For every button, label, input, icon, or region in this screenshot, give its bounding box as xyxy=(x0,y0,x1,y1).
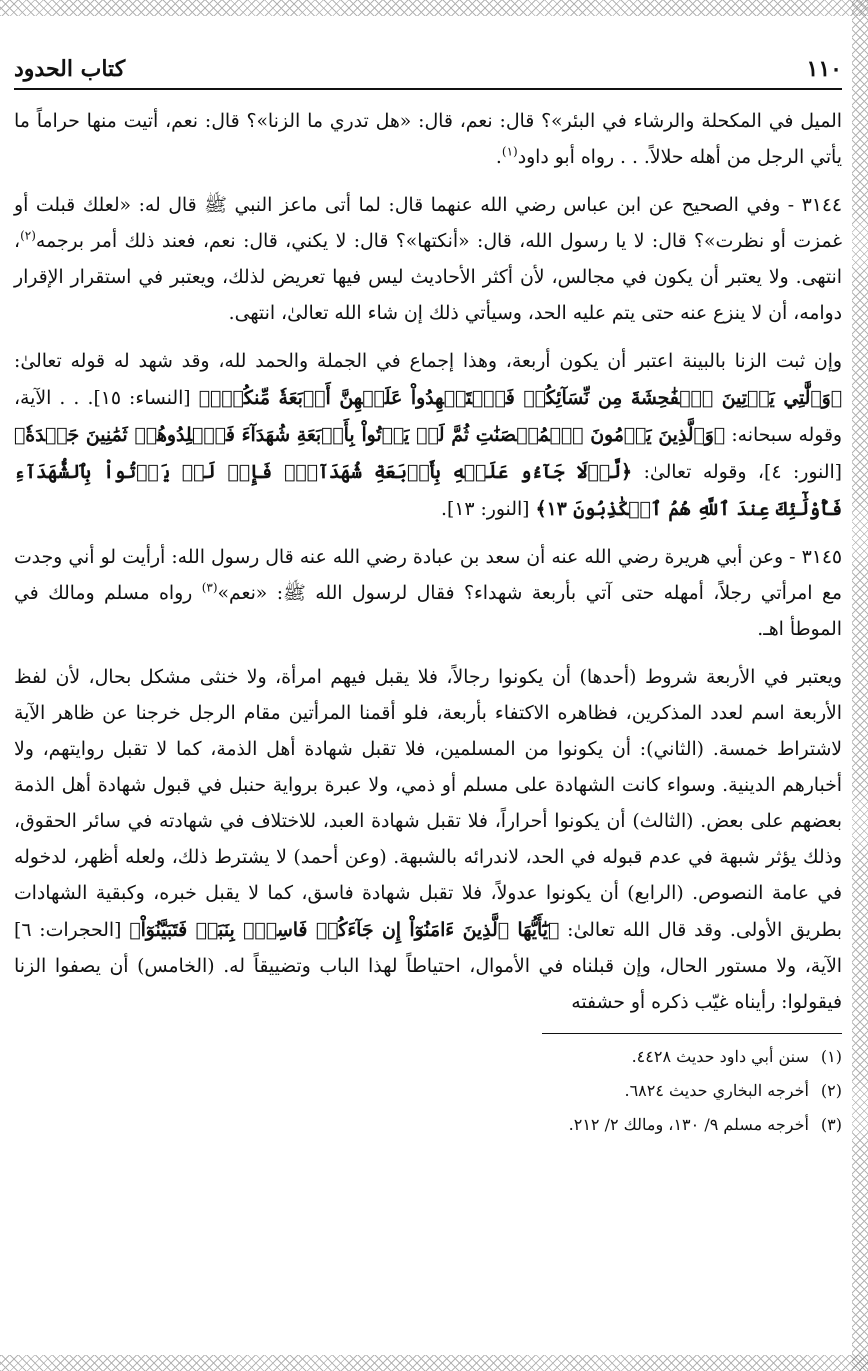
paragraph-2-text: ٣١٤٤ - وفي الصحيح عن ابن عباس رضي الله عنهما قال: لما أتى ماعز النبي ﷺ قال له: «لعلك قبلت أو غمزت أو نظرت»؟ قال: لا يا رسول الله، قال: «أنكتها»؟ قال: لا يكني، قال: نعم، فعند ذلك أمر برجمه xyxy=(14,195,842,252)
paragraph-conditions xyxy=(14,660,842,1021)
quran-verse-hujurat-6: ﴿يَٰٓأَيُّهَا ٱلَّذِينَ ءَامَنُوٓاْ إِن جَآءَكُمۡ فَاسِقُۢ بِنَبَإٖ فَتَبَيَّنُوٓاْ﴾ xyxy=(129,919,560,941)
footnote-item xyxy=(14,1040,842,1074)
running-head xyxy=(14,54,842,90)
footnote-number: (٣) xyxy=(820,1115,842,1134)
footnote-separator xyxy=(542,1033,842,1034)
paragraph-1-text: الميل في المكحلة والرشاء في البئر»؟ قال: نعم، قال: «هل تدري ما الزنا»؟ قال: نعم، أتيت منها حراماً ما يأتي الرجل من أهله حلالاً. . . رواه أبو داود xyxy=(14,111,842,168)
paragraph-1 xyxy=(14,104,842,176)
quran-verse-nur-4: ﴿وَٱلَّذِينَ يَرۡمُونَ ٱلۡمُحۡصَنَٰتِ ثُمَّ لَمۡ يَأۡتُواْ بِأَرۡبَعَةِ شُهَدَآءَ فَٱجۡلِدُوهُمۡ ثَمَٰنِينَ جَلۡدَةٗ﴾ xyxy=(14,424,726,446)
paragraph-3-text-b: [النساء: ١٥]. . . الآية، وقوله سبحانه: xyxy=(14,388,842,446)
paragraph-witnesses xyxy=(14,344,842,528)
paragraph-hadith-3145 xyxy=(14,540,842,648)
footnote-text: أخرجه مسلم ٩/ ١٣٠، ومالك ٢/ ٢١٢. xyxy=(568,1115,809,1134)
footnote-ref-3: (٣) xyxy=(201,580,218,595)
page-number: ١١٠ xyxy=(806,56,842,82)
paragraph-2-end: ، انتهى. ولا يعتبر أن يكون في مجالس، لأن أكثر الأحاديث ليس فيها تعريض لذلك، ويعتبر في استقرار الإقرار دوامه، أن لا ينزع عنه حتى يتم عليه الحد، وسيأتي ذلك إن شاء الله تعالىٰ، انتهى. xyxy=(14,231,842,324)
footnotes xyxy=(14,1040,842,1142)
footnote-ref-1: (١) xyxy=(501,144,518,159)
decorative-border-bottom xyxy=(0,1355,868,1371)
footnote-number: (١) xyxy=(820,1047,842,1066)
decorative-border-right xyxy=(852,0,868,1371)
footnote-number: (٢) xyxy=(820,1081,842,1100)
paragraph-3-text-c: [النور: ٤]، وقوله تعالىٰ: xyxy=(632,462,842,483)
footnote-text: أخرجه البخاري حديث ٦٨٢٤. xyxy=(624,1081,809,1100)
footnote-text: سنن أبي داود حديث ٤٤٢٨. xyxy=(631,1047,809,1066)
paragraph-5-text-a: ويعتبر في الأربعة شروط (أحدها) أن يكونوا رجالاً، فلا يقبل فيهم امرأة، ولا خنثى مشكل بحال، لأن لفظ الأربعة اسم لعدد المذكرين، فظاهره الاكتفاء بأربعة، فلو أقمنا المرأتين مقام الرجل خرجنا عن ظاهر الآية لاشتراط خمسة. (الثاني): أن يكونوا من المسلمين، فلا تقبل شهادة أهل الذمة، كما لا تقبل روايتهم، ولا أخبارهم الدينية. وسواء كانت الشهادة على مسلم أو ذمي، ولا عبرة برواية حنبل في قبول شهادة أهل الذمة بعضهم على بعض. (الثالث) أن يكونوا أحراراً، فلا تقبل شهادة العبد، للاختلاف في شهادته في سائر الحقوق، وذلك يؤثر شبهة في عدم قبوله في الحد، لاندرائه بالشبهة. (وعن أحمد) لا يشترط ذلك، ولعله أظهر، لدخوله في عامة النصوص. (الرابع) أن يكونوا عدولاً، فلا تقبل شهادة فاسق، كما لا يقبل خبره، وكبقية الشهادات بطريق الأولى. وقد قال الله تعالىٰ: xyxy=(14,667,842,941)
quran-verse-nur-13: ﴿لَّوۡلَا جَآءُو عَلَيۡهِ بِأَرۡبَعَةِ شُهَدَآءَۚ فَإِذۡ لَمۡ يَأۡتُواْ بِٱلشُّهَدَآءِ فَأُوْلَٰٓئِكَ عِندَ ٱللَّهِ هُمُ ٱلۡكَٰذِبُونَ ١٣﴾ xyxy=(14,461,842,520)
book-title: كتاب الحدود xyxy=(14,56,126,82)
paragraph-1-end: . xyxy=(495,147,502,168)
quran-verse-nisa-15: ﴿وَٱلَّٰتِي يَأۡتِينَ ٱلۡفَٰحِشَةَ مِن نِّسَآئِكُمۡ فَٱسۡتَشۡهِدُواْ عَلَيۡهِنَّ أَرۡبَعَةٗ مِّنكُمۡۖ﴾ xyxy=(198,387,843,409)
decorative-border-top xyxy=(0,0,868,16)
paragraph-5-text-b: [الحجرات: ٦] الآية، ولا مستور الحال، وإن قبلناه في الأموال، احتياطاً لهذا الباب وتضييقاً له. (الخامس) أن يصفوا الزنا فيقولوا: رأيناه غيّب ذكره أو حشفته xyxy=(14,920,842,1013)
paragraph-4-text: ٣١٤٥ - وعن أبي هريرة رضي الله عنه أن سعد بن عبادة رضي الله عنه قال رسول الله: أرأيت لو أني وجدت مع امرأتي رجلاً، أمهله حتى آتي بأربعة شهداء؟ فقال لرسول الله ﷺ: «نعم» xyxy=(14,547,842,604)
paragraph-hadith-3144 xyxy=(14,188,842,332)
footnote-ref-2: (٢) xyxy=(20,228,36,243)
paragraph-4-end: رواه مسلم ومالك في الموطأ اهـ. xyxy=(14,583,842,640)
footnote-item xyxy=(14,1108,842,1142)
footnote-item xyxy=(14,1074,842,1108)
main-text xyxy=(14,104,842,1021)
paragraph-3-text-d: [النور: ١٣]. xyxy=(440,499,536,520)
book-page xyxy=(14,54,842,1344)
paragraph-3-text-a: وإن ثبت الزنا بالبينة اعتبر أن يكون أربعة، وهذا إجماع في الجملة والحمد لله، وقد شهد له قوله تعالىٰ: xyxy=(14,351,842,372)
